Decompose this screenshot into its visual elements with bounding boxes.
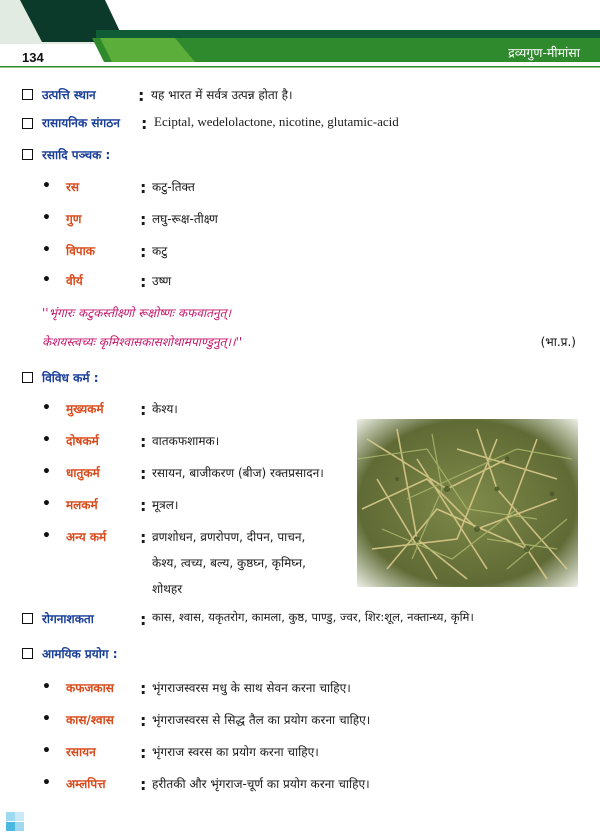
colon: : (140, 610, 147, 629)
checkbox-icon (22, 372, 33, 383)
dosha-karma-value: वातकफशामक। (152, 434, 220, 448)
colon: : (140, 178, 147, 197)
mukhya-karma-value: केश्य। (152, 402, 178, 416)
dhatu-karma-value: रसायन, बाजीकरण (बीज) रक्तप्रसादन। (152, 466, 324, 480)
corner-square (6, 812, 15, 821)
bullet-icon: • (42, 711, 51, 727)
colon: : (140, 210, 147, 229)
colon: : (140, 400, 147, 419)
corner-square (15, 822, 24, 831)
rasadi-label: रसादि पञ्चक : (42, 148, 111, 162)
page-number: 134 (22, 50, 44, 65)
amlapitta-label: अम्लपित्त (66, 777, 106, 791)
mala-karma-value: मूत्रल। (152, 498, 179, 512)
colon: : (140, 496, 147, 515)
colon: : (140, 775, 147, 794)
anya-karma-line-1: व्रणशोधन, व्रणरोपण, दीपन, पाचन, (152, 530, 306, 544)
amlapitta-value: हरीतकी और भृंगराज-चूर्ण का प्रयोग करना चाहिए। (152, 777, 370, 791)
virya-label: वीर्य (66, 274, 83, 288)
origin-label: उत्पत्ति स्थान (42, 88, 96, 102)
colon: : (140, 743, 147, 762)
anya-karma-line-2: केश्य, त्वच्य, बल्य, कुष्ठघ्न, कृमिघ्न, (152, 556, 306, 570)
dosha-karma-label: दोषकर्म (66, 434, 99, 448)
karma-label: विविध कर्म : (42, 371, 99, 385)
bullet-icon: • (42, 679, 51, 695)
rasa-label: रस (66, 180, 80, 194)
shloka-line-1: ''भृंगारः कटुकस्तीक्ष्णो रूक्षोष्णः कफवातनुत्। (42, 306, 232, 320)
colon: : (140, 272, 147, 291)
bullet-icon: • (42, 432, 51, 448)
bullet-icon: • (42, 528, 51, 544)
checkbox-icon (22, 613, 33, 624)
kaphaja-kasa-label: कफजकास (66, 681, 114, 695)
origin-value: यह भारत में सर्वत्र उत्पन्न होता है। (151, 88, 293, 102)
rasayana-label: रसायन (66, 745, 96, 759)
bullet-icon: • (42, 743, 51, 759)
corner-square (15, 812, 24, 821)
colon: : (141, 114, 148, 133)
colon: : (140, 464, 147, 483)
chemical-label: रासायनिक संगठन (42, 116, 120, 130)
kasa-shwasa-value: भृंगराजस्वरस से सिद्ध तैल का प्रयोग करना चाहिए। (152, 713, 371, 727)
checkbox-icon (22, 648, 33, 659)
guna-value: लघु-रूक्ष-तीक्ष्ण (152, 212, 218, 226)
colon: : (140, 432, 147, 451)
bullet-icon: • (42, 178, 51, 194)
bullet-icon: • (42, 210, 51, 226)
shloka-line-2: केशयस्त्वच्यः कृमिश्वासकासशोथामपाण्डुनुत्।।'' (42, 335, 243, 349)
chemical-value: Eciptal, wedelolactone, nicotine, glutamic-acid (154, 114, 399, 129)
vipaka-value: कटु (152, 244, 168, 258)
dhatu-karma-label: धातुकर्म (66, 466, 100, 480)
checkbox-icon (22, 149, 33, 160)
colon: : (140, 242, 147, 261)
checkbox-icon (22, 89, 33, 100)
book-title: द्रव्यगुण-मीमांसा (508, 45, 580, 60)
shloka-reference: (भा.प्र.) (540, 335, 576, 349)
rasa-value: कटु-तिक्त (152, 180, 195, 194)
kasa-shwasa-label: कास/श्वास (66, 713, 114, 727)
colon: : (138, 86, 145, 105)
rasayana-value: भृंगराज स्वरस का प्रयोग करना चाहिए। (152, 745, 319, 759)
bullet-icon: • (42, 272, 51, 288)
bullet-icon: • (42, 775, 51, 791)
virya-value: उष्ण (152, 274, 172, 288)
bullet-icon: • (42, 496, 51, 512)
corner-square (6, 822, 15, 831)
disease-value: कास, श्वास, यकृतरोग, कामला, कुष्ठ, पाण्डु, ज्वर, शिर:शूल, नक्तान्ध्य, कृमि। (152, 610, 474, 624)
header-graphic (0, 0, 600, 80)
vipaka-label: विपाक (66, 244, 95, 258)
mukhya-karma-label: मुख्यकर्म (66, 402, 104, 416)
checkbox-icon (22, 118, 33, 129)
bullet-icon: • (42, 400, 51, 416)
usage-label: आमयिक प्रयोग : (42, 647, 118, 661)
dried-herb-photo (357, 419, 578, 587)
bullet-icon: • (42, 464, 51, 480)
colon: : (140, 528, 147, 547)
kaphaja-kasa-value: भृंगराजस्वरस मधु के साथ सेवन करना चाहिए। (152, 681, 351, 695)
guna-label: गुण (66, 212, 82, 226)
bullet-icon: • (42, 242, 51, 258)
anya-karma-label: अन्य कर्म (66, 530, 107, 544)
mala-karma-label: मलकर्म (66, 498, 98, 512)
disease-label: रोगनाशकता (42, 612, 94, 626)
colon: : (140, 711, 147, 730)
colon: : (140, 679, 147, 698)
anya-karma-line-3: शोथहर (152, 582, 183, 596)
